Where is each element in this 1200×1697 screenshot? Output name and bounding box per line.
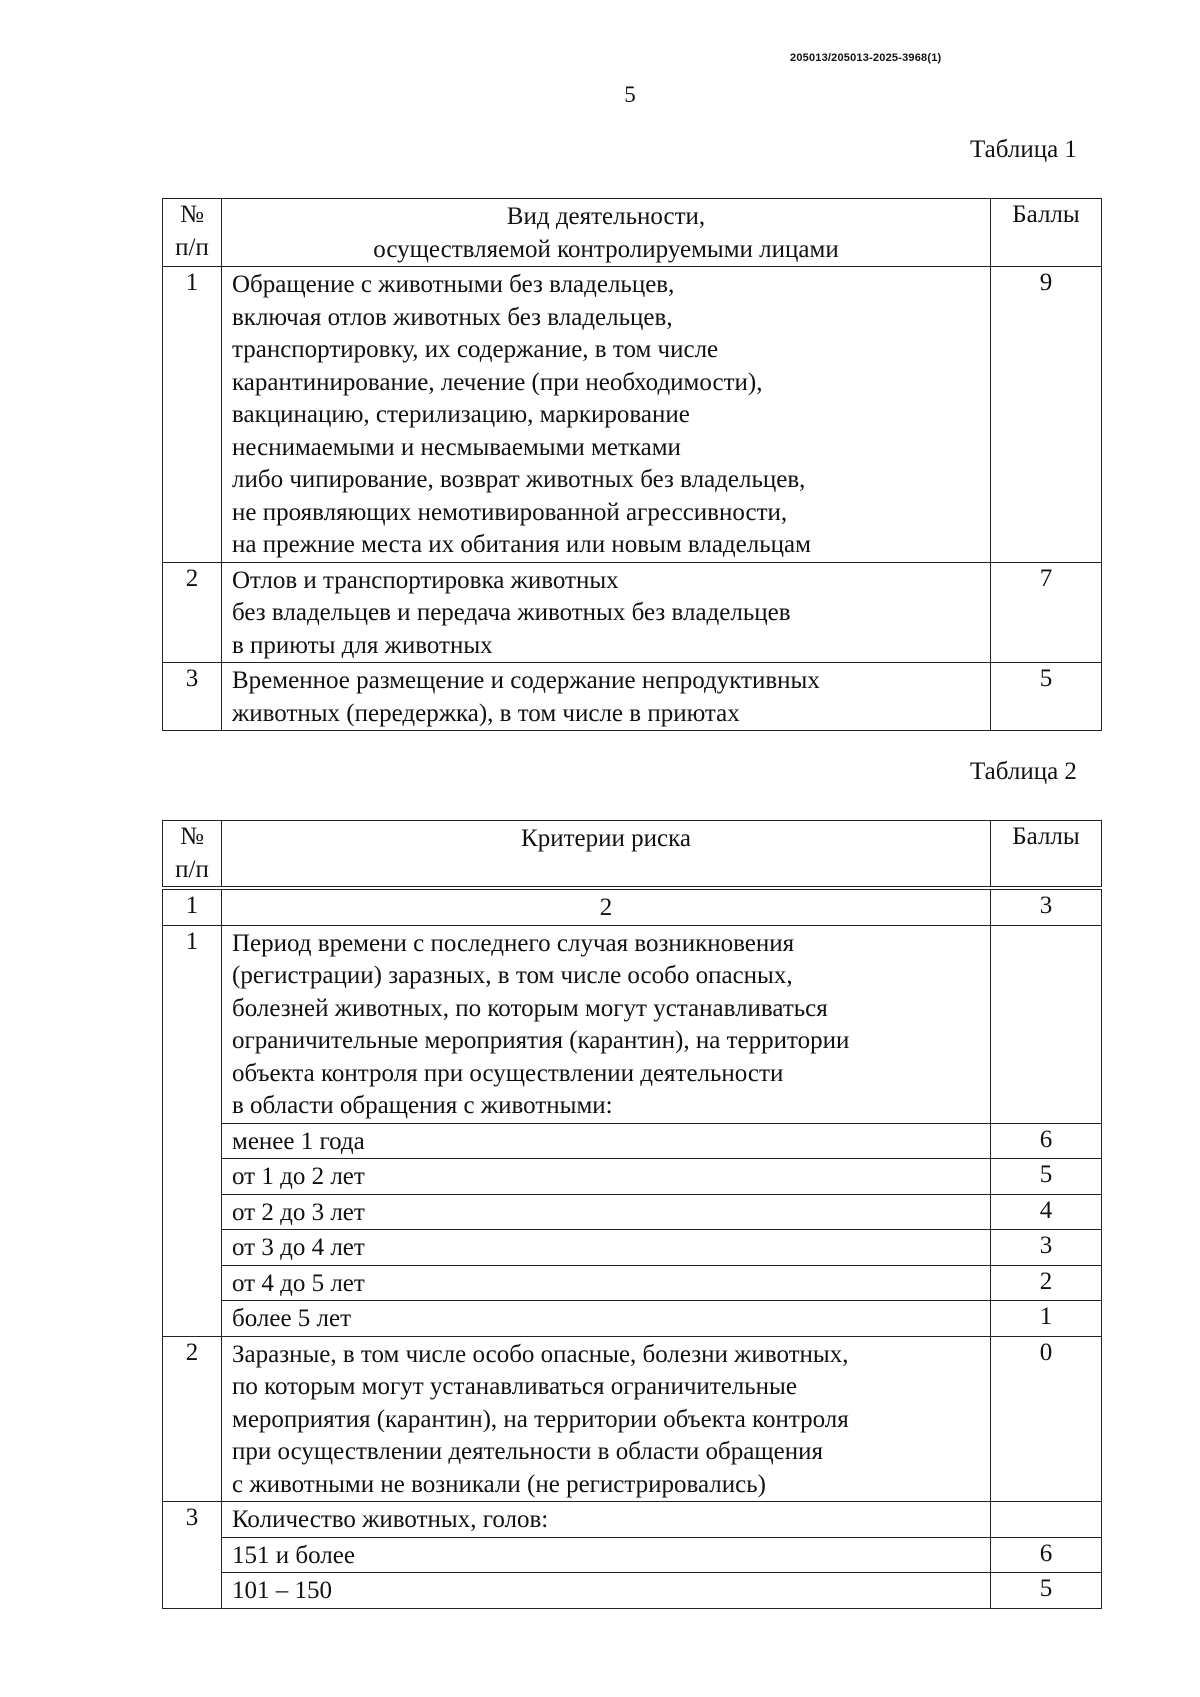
- activity-line: животных (передержка), в том числе в приютах: [232, 699, 740, 727]
- criteria-line: мероприятия (карантин), на территории объекта контроля: [232, 1405, 849, 1433]
- table-2-caption: Таблица 2: [970, 758, 1077, 785]
- activity-line: вакцинацию, стерилизацию, маркирование: [232, 401, 690, 428]
- page-number: 5: [624, 82, 636, 107]
- num-header-line: №: [180, 201, 204, 228]
- num-header-line: п/п: [175, 855, 209, 883]
- activity-line: транспортировку, их содержание, в том числе: [232, 336, 719, 363]
- score-cell: 7: [991, 562, 1102, 663]
- activity-score-table: [162, 198, 1102, 731]
- row-number: 1: [163, 925, 222, 1336]
- table-row: [163, 1336, 1102, 1502]
- row-number: 2: [163, 1336, 222, 1502]
- score-cell: 5: [991, 1573, 1102, 1609]
- num-header: [163, 821, 222, 889]
- criteria-line: ограничительные мероприятия (карантин), на территории: [232, 1027, 850, 1054]
- column-number: 1: [163, 888, 222, 925]
- option-label: от 4 до 5 лет: [222, 1265, 991, 1301]
- score-cell: 2: [991, 1265, 1102, 1301]
- option-row: [163, 1194, 1102, 1230]
- score-cell: 6: [991, 1123, 1102, 1159]
- option-row: [163, 1159, 1102, 1195]
- criteria-cell: [222, 925, 991, 1123]
- criteria-line: при осуществлении деятельности в области обращения: [232, 1438, 823, 1465]
- document-id: 205013/205013-2025-3968(1): [790, 52, 942, 64]
- num-header-line: п/п: [175, 233, 209, 261]
- table-1-caption: Таблица 1: [970, 136, 1077, 163]
- table-header-row: [163, 821, 1102, 889]
- activity-line: на прежние места их обитания или новым владельцам: [232, 531, 811, 558]
- activity-line: Обращение с животными без владельцев,: [232, 271, 675, 298]
- activity-line: не проявляющих немотивированной агрессивности,: [232, 498, 788, 526]
- option-label: от 1 до 2 лет: [222, 1159, 991, 1195]
- score-cell: 0: [991, 1336, 1102, 1502]
- option-row: [163, 1537, 1102, 1573]
- option-label: от 3 до 4 лет: [222, 1230, 991, 1266]
- option-row: [163, 1230, 1102, 1266]
- score-cell: 3: [991, 1230, 1102, 1266]
- option-row: [163, 1301, 1102, 1337]
- score-cell: 5: [991, 663, 1102, 731]
- score-cell: 4: [991, 1194, 1102, 1230]
- row-number: 3: [163, 663, 222, 731]
- score-cell: 1: [991, 1301, 1102, 1337]
- row-number: 2: [163, 562, 222, 663]
- num-header: [163, 199, 222, 267]
- option-row: [163, 1573, 1102, 1609]
- activity-line: в приюты для животных: [232, 631, 493, 659]
- activity-line: включая отлов животных без владельцев,: [232, 303, 673, 331]
- activity-cell: [222, 663, 991, 731]
- option-row: [163, 1265, 1102, 1301]
- risk-criteria-table: [162, 820, 1102, 1609]
- criteria-cell: [222, 1336, 991, 1502]
- criteria-line: объекта контроля при осуществлении деятельности: [232, 1059, 784, 1087]
- criteria-line: по которым могут устанавливаться ограничительные: [232, 1373, 797, 1400]
- criteria-header: Критерии риска: [222, 821, 991, 889]
- option-label: менее 1 года: [222, 1123, 991, 1159]
- option-label: 101 – 150: [222, 1573, 991, 1609]
- activity-line: карантинирование, лечение (при необходимости),: [232, 368, 763, 396]
- score-cell: 6: [991, 1537, 1102, 1573]
- activity-header-line: Вид деятельности,: [506, 203, 706, 230]
- table-row: [163, 925, 1102, 1123]
- column-numbering-row: [163, 888, 1102, 925]
- activity-cell: [222, 562, 991, 663]
- table-header-row: [163, 199, 1102, 267]
- score-cell: [991, 925, 1102, 1123]
- table-row: [163, 663, 1102, 731]
- activity-line: неснимаемыми и несмываемыми метками: [232, 433, 681, 461]
- option-label: от 2 до 3 лет: [222, 1194, 991, 1230]
- activity-line: без владельцев и передача животных без владельцев: [232, 599, 791, 626]
- criteria-cell: Количество животных, голов:: [222, 1502, 991, 1538]
- option-label: 151 и более: [222, 1537, 991, 1573]
- activity-cell: [222, 267, 991, 563]
- row-number: 1: [163, 267, 222, 563]
- column-number: 3: [991, 888, 1102, 925]
- table-row: [163, 1502, 1102, 1538]
- score-cell: 5: [991, 1159, 1102, 1195]
- option-row: [163, 1123, 1102, 1159]
- score-header: Баллы: [991, 199, 1102, 267]
- num-header-line: №: [180, 823, 204, 850]
- column-number: 2: [222, 888, 991, 925]
- option-label: более 5 лет: [222, 1301, 991, 1337]
- criteria-line: (регистрации) заразных, в том числе особо опасных,: [232, 962, 793, 989]
- criteria-line: Период времени с последнего случая возникновения: [232, 929, 795, 957]
- criteria-line: болезней животных, по которым могут устанавливаться: [232, 994, 828, 1022]
- score-cell: [991, 1502, 1102, 1538]
- criteria-line: Заразные, в том числе особо опасные, болезни животных,: [232, 1340, 849, 1368]
- table-row: [163, 267, 1102, 563]
- activity-header: [222, 199, 991, 267]
- activity-line: Временное размещение и содержание непродуктивных: [232, 667, 820, 694]
- criteria-line: с животными не возникали (не регистрировались): [232, 1470, 766, 1498]
- row-number: 3: [163, 1502, 222, 1609]
- table-row: [163, 562, 1102, 663]
- score-cell: 9: [991, 267, 1102, 563]
- activity-header-line: осуществляемой контролируемыми лицами: [373, 235, 839, 263]
- activity-line: либо чипирование, возврат животных без владельцев,: [232, 466, 806, 493]
- score-header: Баллы: [991, 821, 1102, 889]
- criteria-line: в области обращения с животными:: [232, 1092, 613, 1119]
- activity-line: Отлов и транспортировка животных: [232, 566, 619, 594]
